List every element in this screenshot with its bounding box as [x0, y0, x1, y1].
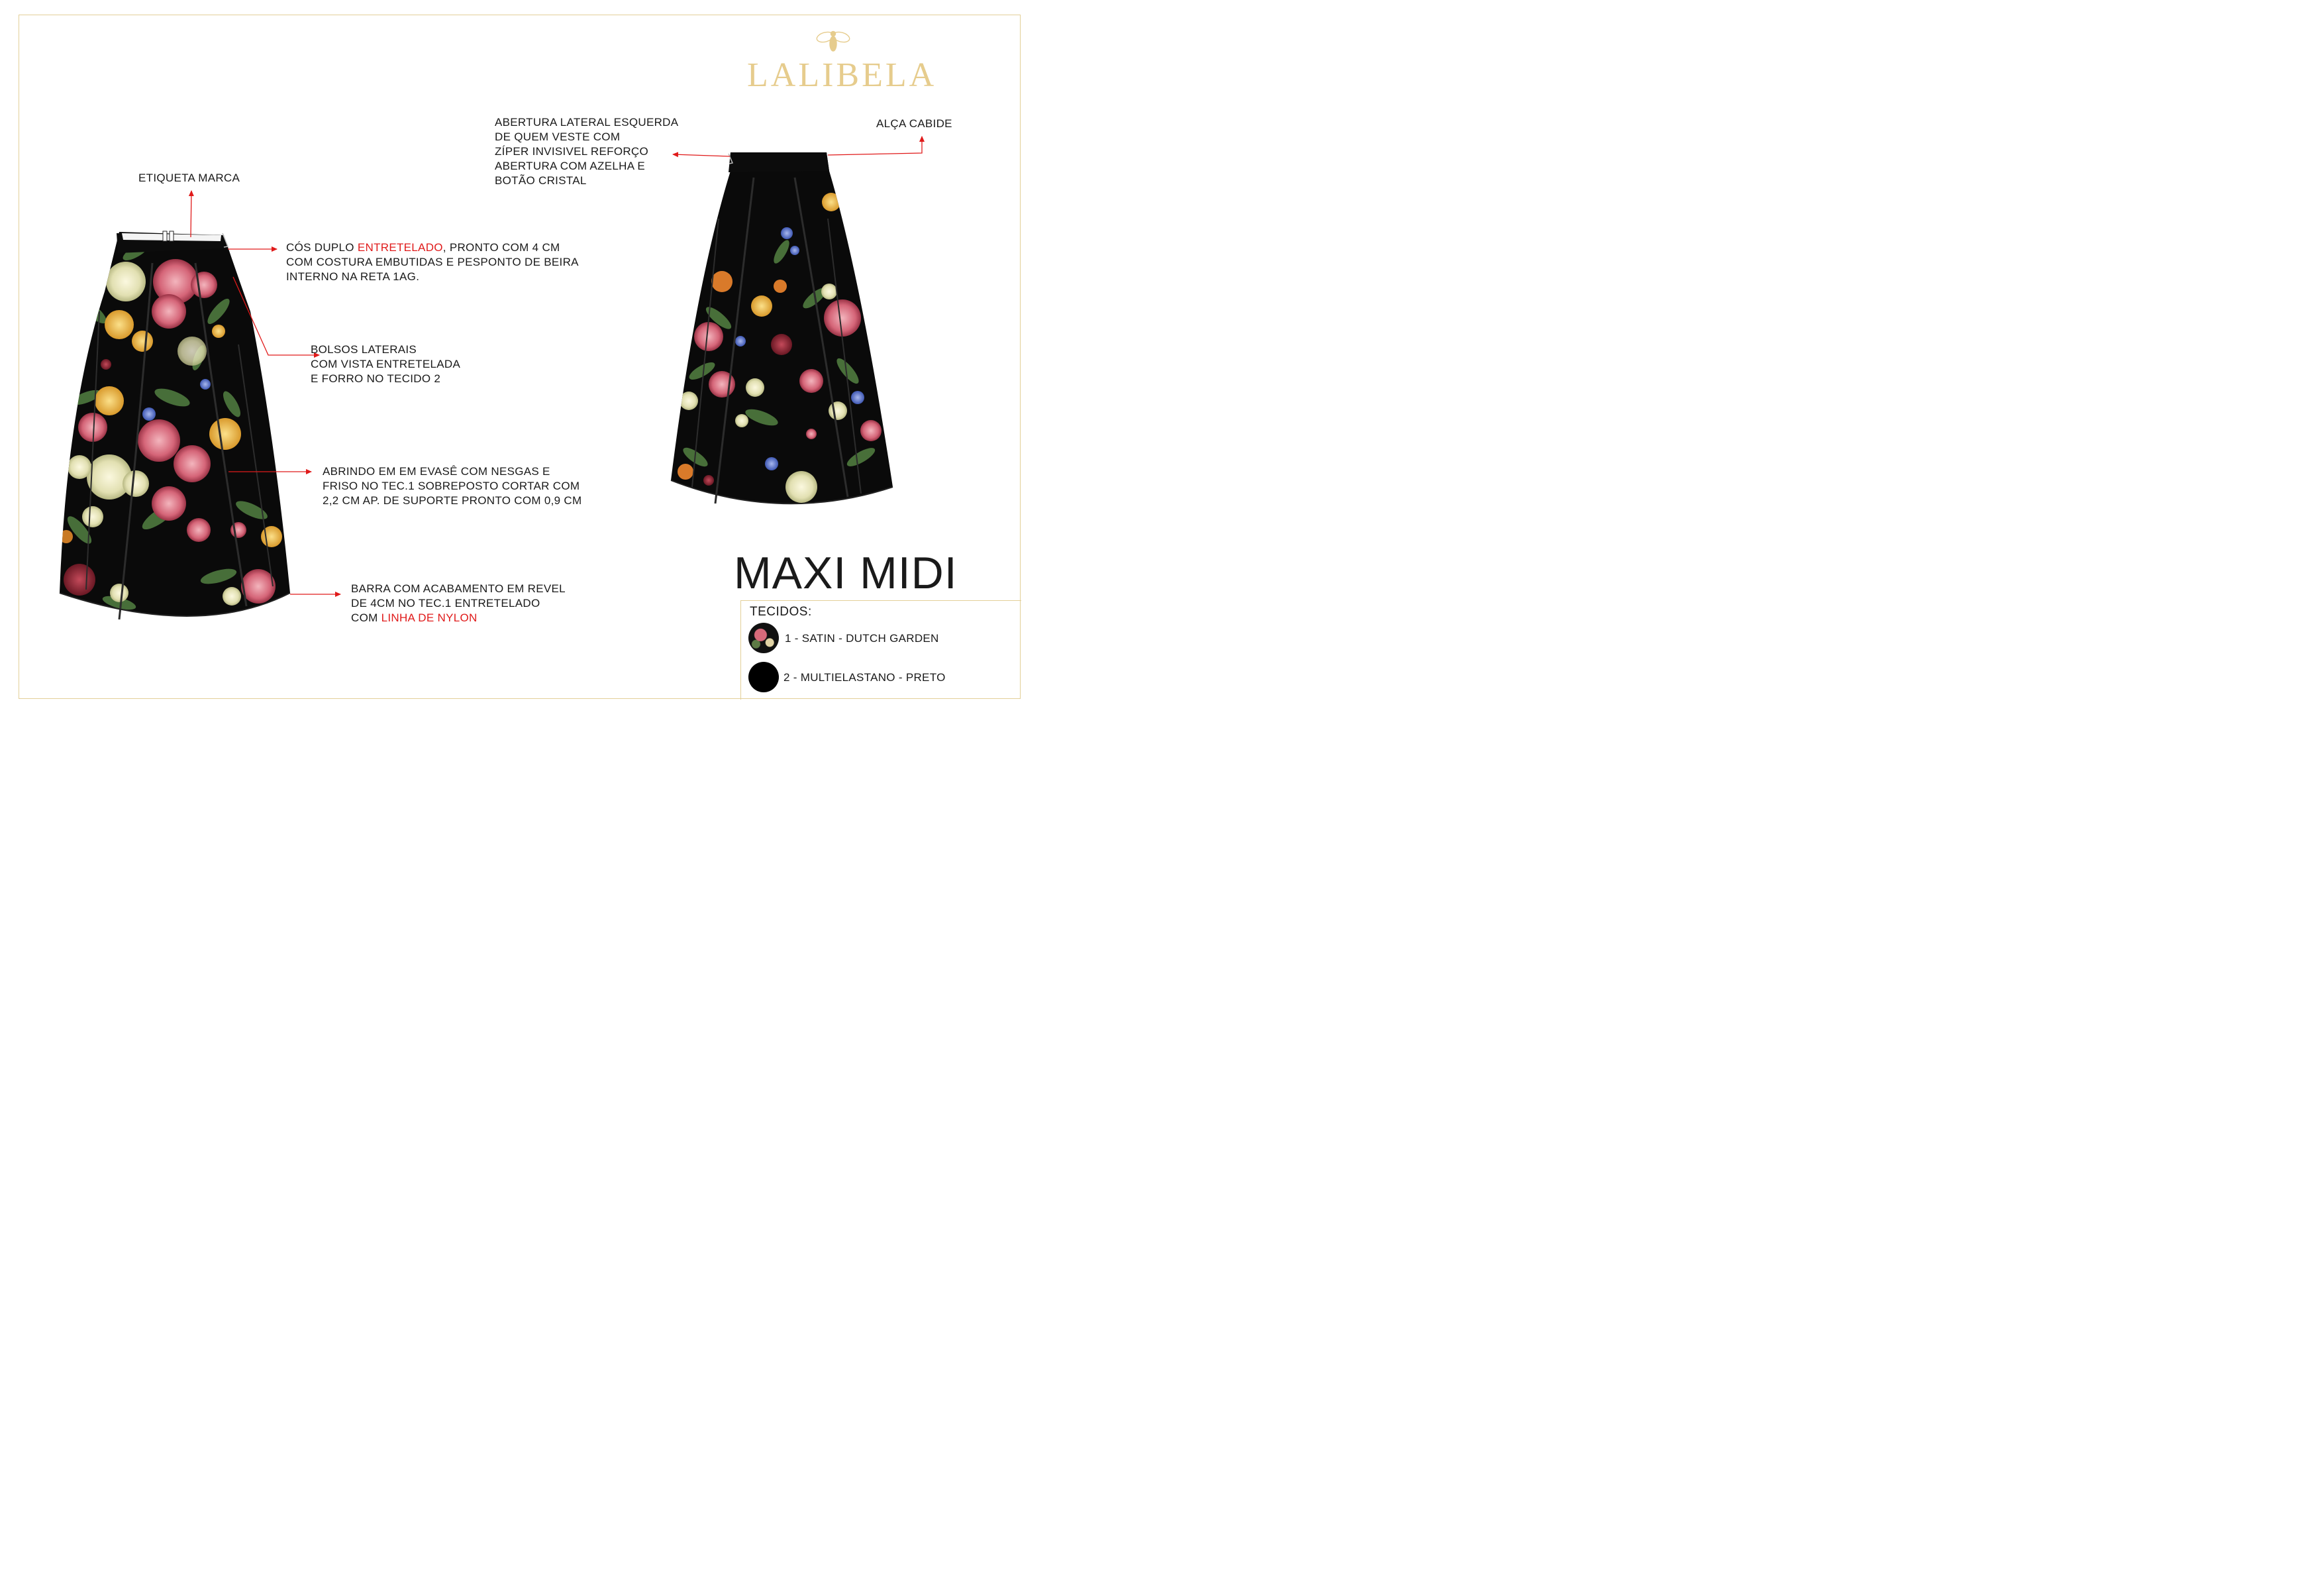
- brand-logo: LALIBELA: [747, 56, 937, 94]
- note-cos-line1: CÓS DUPLO ENTRETELADO, PRONTO COM 4 CM: [286, 241, 560, 254]
- note-cos: [286, 240, 579, 284]
- note-bolsos: BOLSOS LATERAIS COM VISTA ENTRETELADA E FORRO NO TECIDO 2: [311, 343, 461, 385]
- fabrics-heading: TECIDOS:: [750, 605, 812, 619]
- floral-print-swatch: [748, 623, 779, 653]
- note-alca-cabide: ALÇA CABIDE: [876, 117, 952, 130]
- note-abertura: ABERTURA LATERAL ESQUERDA DE QUEM VESTE COM ZÍPER INVISIVEL REFORÇO ABERTURA COM AZELHA E BOTÃO CRISTAL: [495, 116, 679, 187]
- product-title: MAXI MIDI: [734, 548, 958, 598]
- front-skirt-drawing: [60, 231, 290, 619]
- note-cos-line2: COM COSTURA EMBUTIDAS E PESPONTO DE BEIRA: [286, 256, 579, 268]
- note-barra: BARRA COM ACABAMENTO EM REVEL DE 4CM NO TEC.1 ENTRETELADO COM LINHA DE NYLON: [351, 582, 566, 624]
- back-skirt-drawing: [671, 152, 893, 504]
- black-swatch: [748, 662, 779, 692]
- note-cos-line3: INTERNO NA RETA 1AG.: [286, 270, 420, 283]
- note-etiqueta: ETIQUETA MARCA: [138, 172, 240, 184]
- fabric-label-2: 2 - MULTIELASTANO - PRETO: [783, 671, 946, 684]
- fabric-label-1: 1 - SATIN - DUTCH GARDEN: [785, 632, 939, 645]
- note-evase: ABRINDO EM EM EVASÊ COM NESGAS E FRISO NO TEC.1 SOBREPOSTO CORTAR COM 2,2 CM AP. DE SUPORTE PRONTO COM 0,9 CM: [323, 465, 582, 507]
